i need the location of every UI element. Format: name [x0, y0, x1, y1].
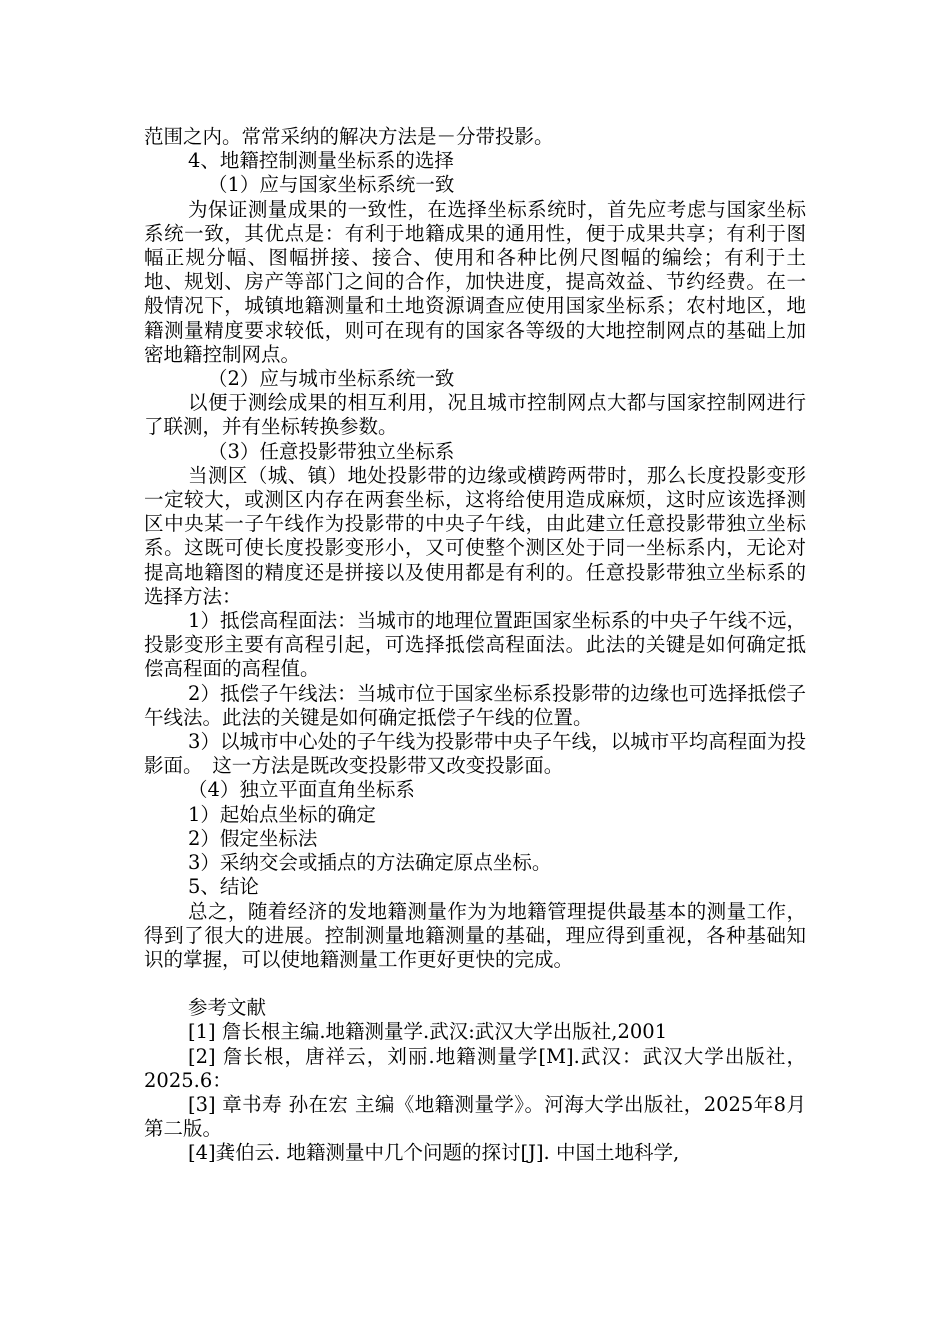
paragraph-conclusion: 总之，随着经济的发地籍测量作为为地籍管理提供最基本的测量工作，得到了很大的进展。控制测量地籍测量的基础，理应得到重视，各种基础知识的掌握，可以使地籍测量工作更好更快的完成。 — [144, 899, 806, 971]
list-item-method-1: 1）抵偿高程面法：当城市的地理位置距国家坐标系的中央子午线不远，投影变形主要有高程引起，可选择抵偿高程面法。此法的关键是如何确定抵偿高程面的高程值。 — [144, 609, 806, 681]
list-item-method-3: 3）以城市中心处的子午线为投影带中央子午线，以城市平均高程面为投影面。 这一方法是既改变投影带又改变投影面。 — [144, 730, 806, 778]
list-item-start-point: 1）起始点坐标的确定 — [188, 802, 376, 826]
reference-item: [4]龚伯云. 地籍测量中几个问题的探讨[J]. 中国土地科学, — [188, 1141, 680, 1165]
list-item-method-2: 2）抵偿子午线法：当城市位于国家坐标系投影带的边缘也可选择抵偿子午线法。此法的关键是如何确定抵偿子午线的位置。 — [144, 681, 806, 729]
reference-item: [2] 詹长根，唐祥云，刘丽.地籍测量学[M].武汉：武汉大学出版社，2025.6： — [144, 1044, 806, 1092]
subheading-city-system: （2）应与城市坐标系统一致 — [208, 367, 455, 391]
list-item-assumed-coordinates: 2）假定坐标法 — [188, 826, 318, 850]
reference-item: [1] 詹长根主编.地籍测量学.武汉:武汉大学出版社,2001 — [188, 1020, 668, 1044]
subheading-national-system: （1）应与国家坐标系统一致 — [208, 173, 455, 197]
section-heading-conclusion: 5、结论 — [188, 875, 259, 899]
list-item-intersection: 3）采纳交会或插点的方法确定原点坐标。 — [188, 851, 552, 875]
references-heading: 参考文献 — [188, 996, 267, 1020]
document-page — [144, 125, 806, 1166]
section-heading-coordinate-system: 4、地籍控制测量坐标系的选择 — [188, 149, 454, 173]
reference-item: [3] 章书寿 孙在宏 主编《地籍测量学》。河海大学出版社，2025年8月第二版。 — [144, 1092, 806, 1141]
paragraph-city-system: 以便于测绘成果的相互利用，况且城市控制网点大都与国家控制网进行了联测，并有坐标转换参数。 — [144, 391, 806, 439]
blank-line — [144, 972, 806, 996]
subheading-plane-rectangular: （4）独立平面直角坐标系 — [188, 778, 415, 802]
paragraph-continuation: 范围之内。常常采纳的解决方法是－分带投影。 — [144, 125, 554, 148]
subheading-arbitrary-zone: （3）任意投影带独立坐标系 — [208, 439, 455, 463]
paragraph-national-system: 为保证测量成果的一致性，在选择坐标系统时，首先应考虑与国家坐标系统一致，其优点是：有利于地籍成果的通用性，便于成果共享；有利于图幅正规分幅、图幅拼接、接合、使用和各种比例尺图幅的编绘；有利于土地、规划、房产等部门之间的合作，加快进度，提高效益、节约经费。在一般情况下，城镇地籍测量和土地资源调查应使用国家坐标系；农村地区，地籍测量精度要求较低，则可在现有的国家各等级的大地控制网点的基础上加密地籍控制网点。 — [144, 197, 806, 366]
paragraph-arbitrary-zone: 当测区（城、镇）地处投影带的边缘或横跨两带时，那么长度投影变形一定较大，或测区内存在两套坐标，这将给使用造成麻烦，这时应该选择测区中央某一子午线作为投影带的中央子午线，由此建立任意投影带独立坐标系。这既可使长度投影变形小，又可使整个测区处于同一坐标系内，无论对提高地籍图的精度还是拼接以及使用都是有利的。任意投影带独立坐标系的选择方法： — [144, 463, 806, 608]
